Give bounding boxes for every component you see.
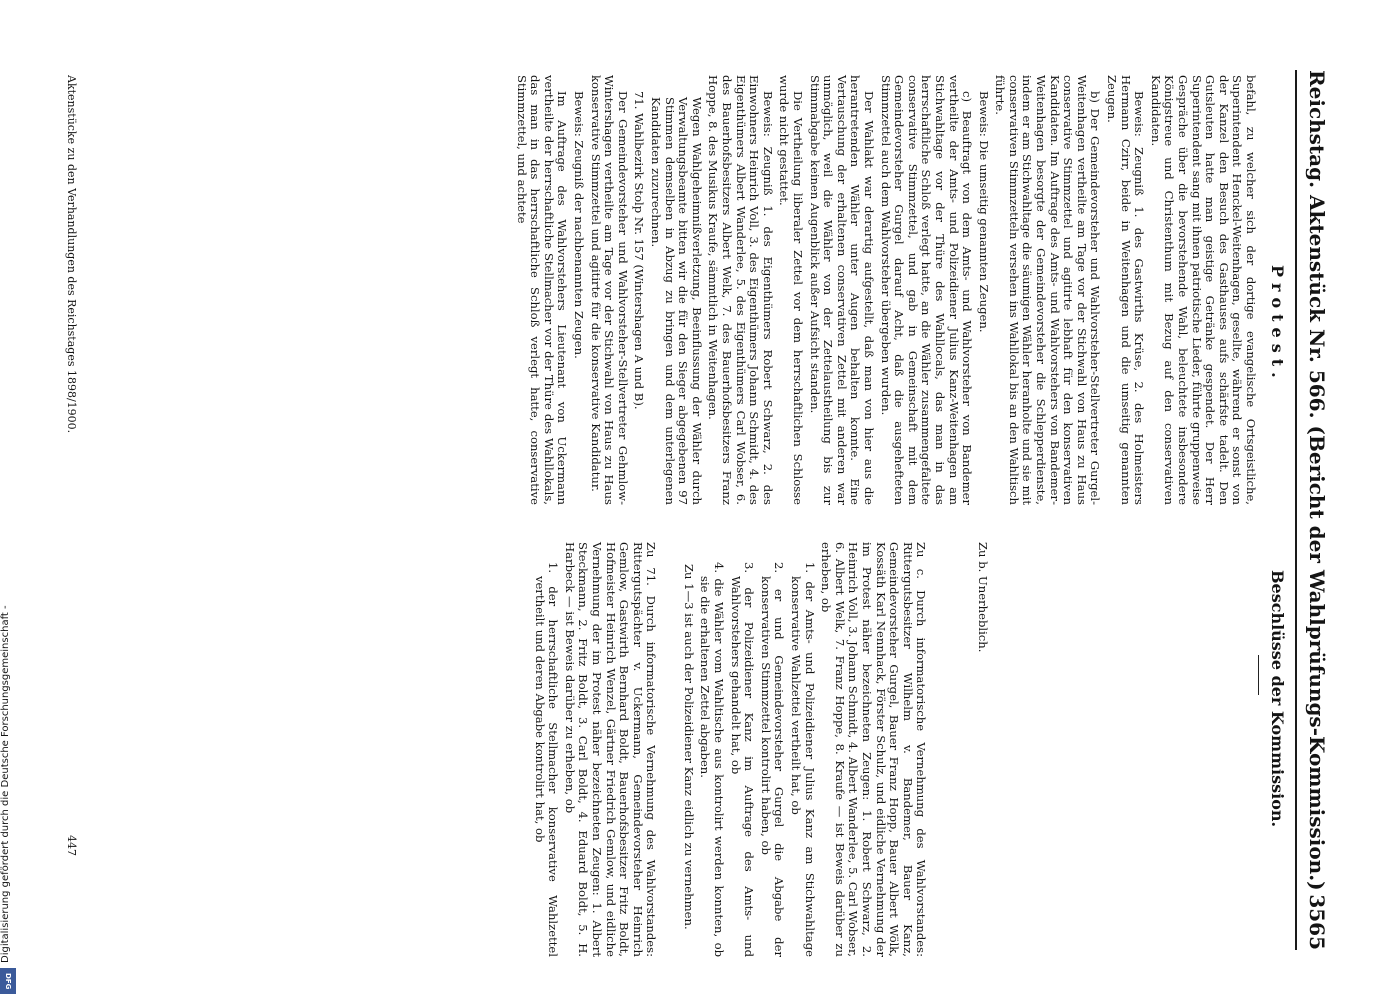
section-heading: 71. Wahlbezirk Stolp Nr. 157 (Wintershagen A und B). xyxy=(632,91,647,410)
paragraph: c) Beauftragt von dem Amts- und Wahlvorsteher von Bandemer vertheilte der Amts- und Polizeidiener Julius Kanz-Weitenhagen am Stichwahltage vor der Thüre des Wahllocals, das man in das herrschaftliche Schloß verlegt hatte, an die Wähler zusammengefaltete conservative Stimmzettel, und gab in Gemeinschaft mit dem Gemeindevorsteher Gurgel darauf Acht, daß die ausgehefteten Stimmzettel auch dem Wahlvorsteher übergeben wurden. xyxy=(878,75,975,505)
petition-paragraph: Wegen Wahlgeheimnißverletzung, Beeinflussung der Wähler durch Verwaltungsbeamte bitten wir die für den Sieger abgegebenen 97 Stimmen demselben in Abzug zu bringen und dem unterlegenen Kandidaten zuzurechnen. xyxy=(649,97,704,505)
decision-item: 4. die Wähler vom Wahltische aus kontrolirt werden konnten, ob sie die erhaltenen Zettel abgaben. xyxy=(698,562,727,957)
paragraph: Im Auftrage des Wahlvorstehers Lieutenant von Uckermann vertheilte der herrschaftliche Stellmacher vor der Thüre des Wahllokals, das man in das herrschaftliche Schloß verlegt hatte, conservative Stimmzettel, und achtete xyxy=(514,75,570,505)
decision-item: 1. der herrschaftliche Stellmacher konservative Wahlzettel vertheilt und deren Abgabe kontrolirt hat, ob xyxy=(532,562,561,957)
decision-item: 2. er und Gemeindevorsteher Gurgel die Abgabe der konservativen Stimmzettel kontrolirt haben, ob xyxy=(758,562,787,957)
footer-source: Aktenstücke zu den Verhandlungen des Reichstages 1898/1900. xyxy=(65,75,78,434)
paragraph: b) Der Gemeindevorsteher und Wahlvorsteher-Stellvertreter Gurgel-Weitenhagen vertheilte am Tage vor der Stichwahl von Haus zu Haus conservative Stimmzettel und agitirte lebhaft für den konservativen Kandidaten. Im Auftrage des Amts- und Wahlvorstehers von Bandemer-Weitenhagen besorgte der Gemeindevorsteher die Schlepperdienste, indem er am Stichwahltage die säumigen Wähler heranholte und sie mit conservativen Stimmzetteln versehen ins Wahllokal bis an den Wahltisch führte. xyxy=(993,75,1103,505)
paragraph: Der Gemeindevorsteher und Wahlvorsteher-Stellvertreter Gehmlow-Wintershagen vertheilte am Tage vor der Stichwahl von Haus zu Haus konservative Stimmzettel und agitirte für die konservative Kandidatur. xyxy=(588,75,630,505)
decision-paragraph: Zu 1—3 ist auch der Polizeidiener Kanz eidlich zu vernehmen. xyxy=(681,564,696,930)
decision-item: 1. der Amts- und Polizeidiener Julius Kanz am Stichwahltage konservative Wahlzettel vertheilt hat, ob xyxy=(789,562,817,957)
dfg-logo: DFG xyxy=(0,968,16,994)
paragraph: Der Wahlakt war derartig aufgestellt, daß man von hier aus die herantretenden Wähler unter Augen behalten konnte. Eine Vertauschung der erhaltenen conservativen Zettel mit anderen war unmöglich, weil die Wähler von der Zettelaustheilung bis zur Stimmabgabe keinen Augenblick außer Aufsicht standen. xyxy=(807,75,876,505)
commission-heading: Beschlüsse der Kommission. xyxy=(1268,570,1287,828)
decision-paragraph: Zu c. Durch informatorische Vernehmung des Wahlvorstandes: Rittergutsbesitzer Wilhelm v. Bandemer, Bauer Kanz, Gemeindevorsteher Gurgel, Bauer Franz Hopp, Bauer Albert Wölk, Kossäth Karl Nennhack, Förster Schulz, und eidliche Vernehmung der im Protest näher bezeichneten Zeugen: 1. Robert Schwarz, 2. Heinrich Voll, 3. Johann Schmidt, 4. Albert Wanderlee, 5. Carl Wobser, 6. Albert Welk, 7. Franz Hoppe, 8. Kraufe — ist Beweis darüber zu erheben, ob xyxy=(819,542,929,957)
footer-signature: 447 xyxy=(65,835,78,856)
digitization-credit: Digitalisierung gefördert durch die Deutsche Forschungsgemeinschaft - xyxy=(0,605,11,963)
evidence-paragraph: Beweis: Zeugniß 1. des Gastwirths Krüse, 2. des Holmeisters Hermann Czirr, beide in Weitenhagen und die umseitig genannten Zeugen. xyxy=(1105,75,1147,505)
paragraph: Die Vertheilung liberaler Zettel vor dem herrschaftlichen Schlosse wurde nicht gestattet. xyxy=(777,75,805,505)
protest-heading: Protest. xyxy=(1268,265,1287,384)
paragraph: befahl, zu welcher sich der dortige evangelische Ortsgeistliche, Superintendent Henckel-Weitenhagen, gesellte, während er sonst von der Kanzel den Besuch des Gasthauses aufs schärfste tadelt. Den Gutsleuten hatte man geistige Getränke gespendet. Der Herr Superintendent sang mit ihnen patriotische Lieder, führte gruppenweise Gespräche über die bevorstehende Wahl, beleuchtete insbesondere Königstreue und Christenthum mit Bezug auf den conservativen Kandidaten. xyxy=(1148,75,1258,505)
protest-column xyxy=(511,75,1257,505)
evidence-paragraph: Beweis: Zeugniß der nachbenannten Zeugen. xyxy=(572,91,587,359)
running-header xyxy=(1295,70,1333,950)
heading-rule xyxy=(1258,655,1259,695)
decision-item: 3. der Polizeidiener Kanz im Auftrage des Amts- und Wahlvorstehers gehandelt hat, ob xyxy=(728,562,757,957)
decision-paragraph: Zu 71. Durch informatorische Vernehmung des Wahlvorstandes: Rittergutspächter v. Uckermann, Gemeindevorsteher Heinrich Gemlow, Gastwirth Bernhard Boldt, Bauerhofsbesitzer Fritz Boldt, Hofmeister Heinrich Wenzel, Gärtner Friedrich Gemlow, und eidliche Vernehmung der im Protest näher bezeichneten Zeugen: 1. Albert Steckmann, 2. Fritz Boldt, 3. Carl Boldt, 4. Eduard Boldt, 5. H. Harbeck — ist Beweis darüber zu erheben, ob xyxy=(562,542,659,957)
header-title: Reichstag. Aktenstück Nr. 566. (Bericht der Wahlprüfungs-Kommission.) xyxy=(1305,70,1329,891)
decision-paragraph: Zu b. Unerheblich. xyxy=(976,542,990,653)
decisions-column xyxy=(529,542,1257,957)
page-number: 3565 xyxy=(1305,894,1329,950)
evidence-paragraph: Beweis: Die umseitig genannten Zeugen. xyxy=(976,91,991,333)
evidence-paragraph: Beweis: Zeugniß 1. des Eigenthümers Robert Schwarz, 2. des Einwohners Heinrich Voll, 3. des Eigenthümers Johann Schmidt, 4. des Eigenthümers Albert Wanderlee, 5. des Eigenthümers Carl Wobser, 6. des Bauerhofsbesitzers Albert Welk, 7. des Bauerhofsbesitzers Franz Hoppe, 8. des Musikus Kraufe, sämmtlich in Weitenhagen. xyxy=(706,75,775,505)
